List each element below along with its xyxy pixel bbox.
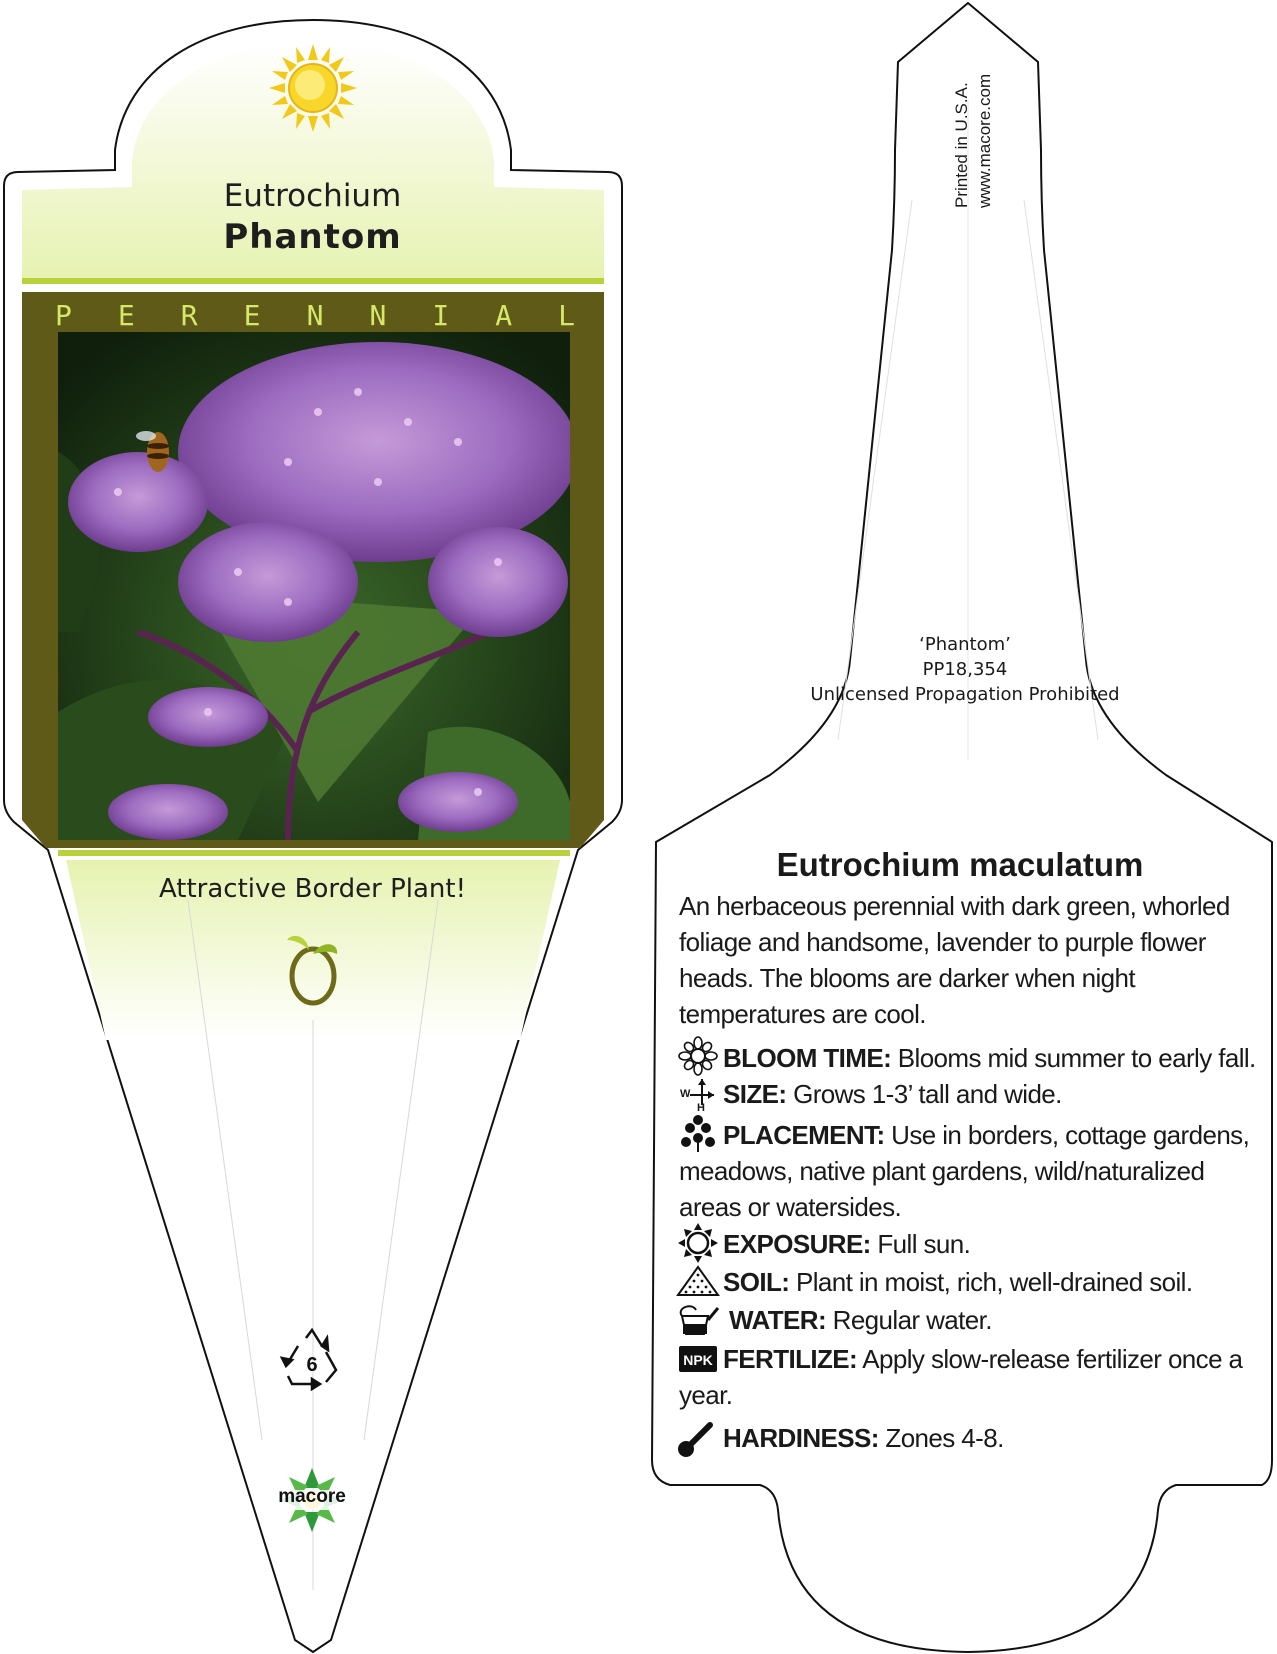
plant-type-letter: N	[369, 299, 387, 332]
care-label: EXPOSURE:	[723, 1229, 871, 1259]
care-text: Use in borders, cottage gardens, meadows, native plant gardens, wild/naturalized areas or watersides.	[679, 1120, 1250, 1222]
printed-in-text: Printed in U.S.A.	[952, 82, 971, 208]
printer-info	[855, 40, 1015, 210]
plant-type-letter: P	[55, 299, 72, 332]
plant-description: An herbaceous perennial with dark green, whorled foliage and handsome, lavender to purple flower heads. The blooms are darker when night temperatures are cool.	[679, 891, 1230, 1029]
care-size	[679, 1076, 1259, 1112]
care-exposure	[679, 1226, 1259, 1262]
care-placement	[679, 1117, 1259, 1225]
plant-type-letter: E	[117, 299, 135, 332]
plant-type-letter: R	[180, 299, 198, 332]
plant-genus: Eutrochium	[223, 178, 402, 214]
size-icon-h: H	[697, 1102, 705, 1114]
plant-type-letter: N	[306, 299, 324, 332]
care-text: Blooms mid summer to early fall.	[891, 1043, 1256, 1073]
care-soil	[679, 1264, 1259, 1300]
sun-icon	[269, 44, 357, 132]
plant-type-letter: L	[558, 299, 575, 332]
care-text: Apply slow-release fertilizer once a year.	[679, 1344, 1243, 1410]
care-label: FERTILIZE:	[723, 1344, 858, 1374]
care-label: PLACEMENT:	[723, 1120, 885, 1150]
care-fertilize	[679, 1341, 1259, 1413]
care-text: Regular water.	[826, 1305, 992, 1335]
plant-photo	[58, 332, 570, 840]
plant-type-letter: E	[243, 299, 261, 332]
printer-website: www.macore.com	[975, 73, 994, 208]
plant-cultivar: Phantom	[223, 217, 402, 257]
plant-type-letter: I	[432, 299, 450, 332]
care-label: BLOOM TIME:	[723, 1043, 892, 1073]
front-tagline: Attractive Border Plant!	[158, 874, 467, 904]
npk-icon-label: NPK	[683, 1352, 713, 1368]
care-bloom-time	[679, 1040, 1259, 1076]
plant-type-label	[55, 299, 575, 332]
care-label: WATER:	[729, 1305, 827, 1335]
scientific-name: Eutrochium maculatum	[776, 846, 1144, 883]
lime-divider-bottom	[58, 850, 570, 856]
patent-plant-name: ‘Phantom’	[919, 634, 1011, 655]
patent-notice	[740, 632, 1190, 707]
care-label: SOIL:	[723, 1267, 790, 1297]
lime-divider-top	[22, 278, 604, 284]
plant-type-letter: A	[495, 299, 513, 332]
patent-number: PP18,354	[922, 659, 1008, 680]
size-icon-w: W	[680, 1088, 691, 1100]
patent-notice-text: Unlicensed Propagation Prohibited	[810, 684, 1120, 705]
care-text: Full sun.	[870, 1229, 971, 1259]
care-text: Grows 1-3’ tall and wide.	[786, 1079, 1062, 1109]
care-text: Plant in moist, rich, well-drained soil.	[789, 1267, 1193, 1297]
care-text: Zones 4-8.	[878, 1423, 1004, 1453]
recycle-code: 6	[306, 1354, 318, 1376]
care-hardiness	[679, 1420, 1259, 1456]
care-label: SIZE:	[723, 1079, 787, 1109]
brand-name: macore	[278, 1486, 346, 1507]
care-label: HARDINESS:	[723, 1423, 879, 1453]
care-water	[679, 1302, 1259, 1338]
